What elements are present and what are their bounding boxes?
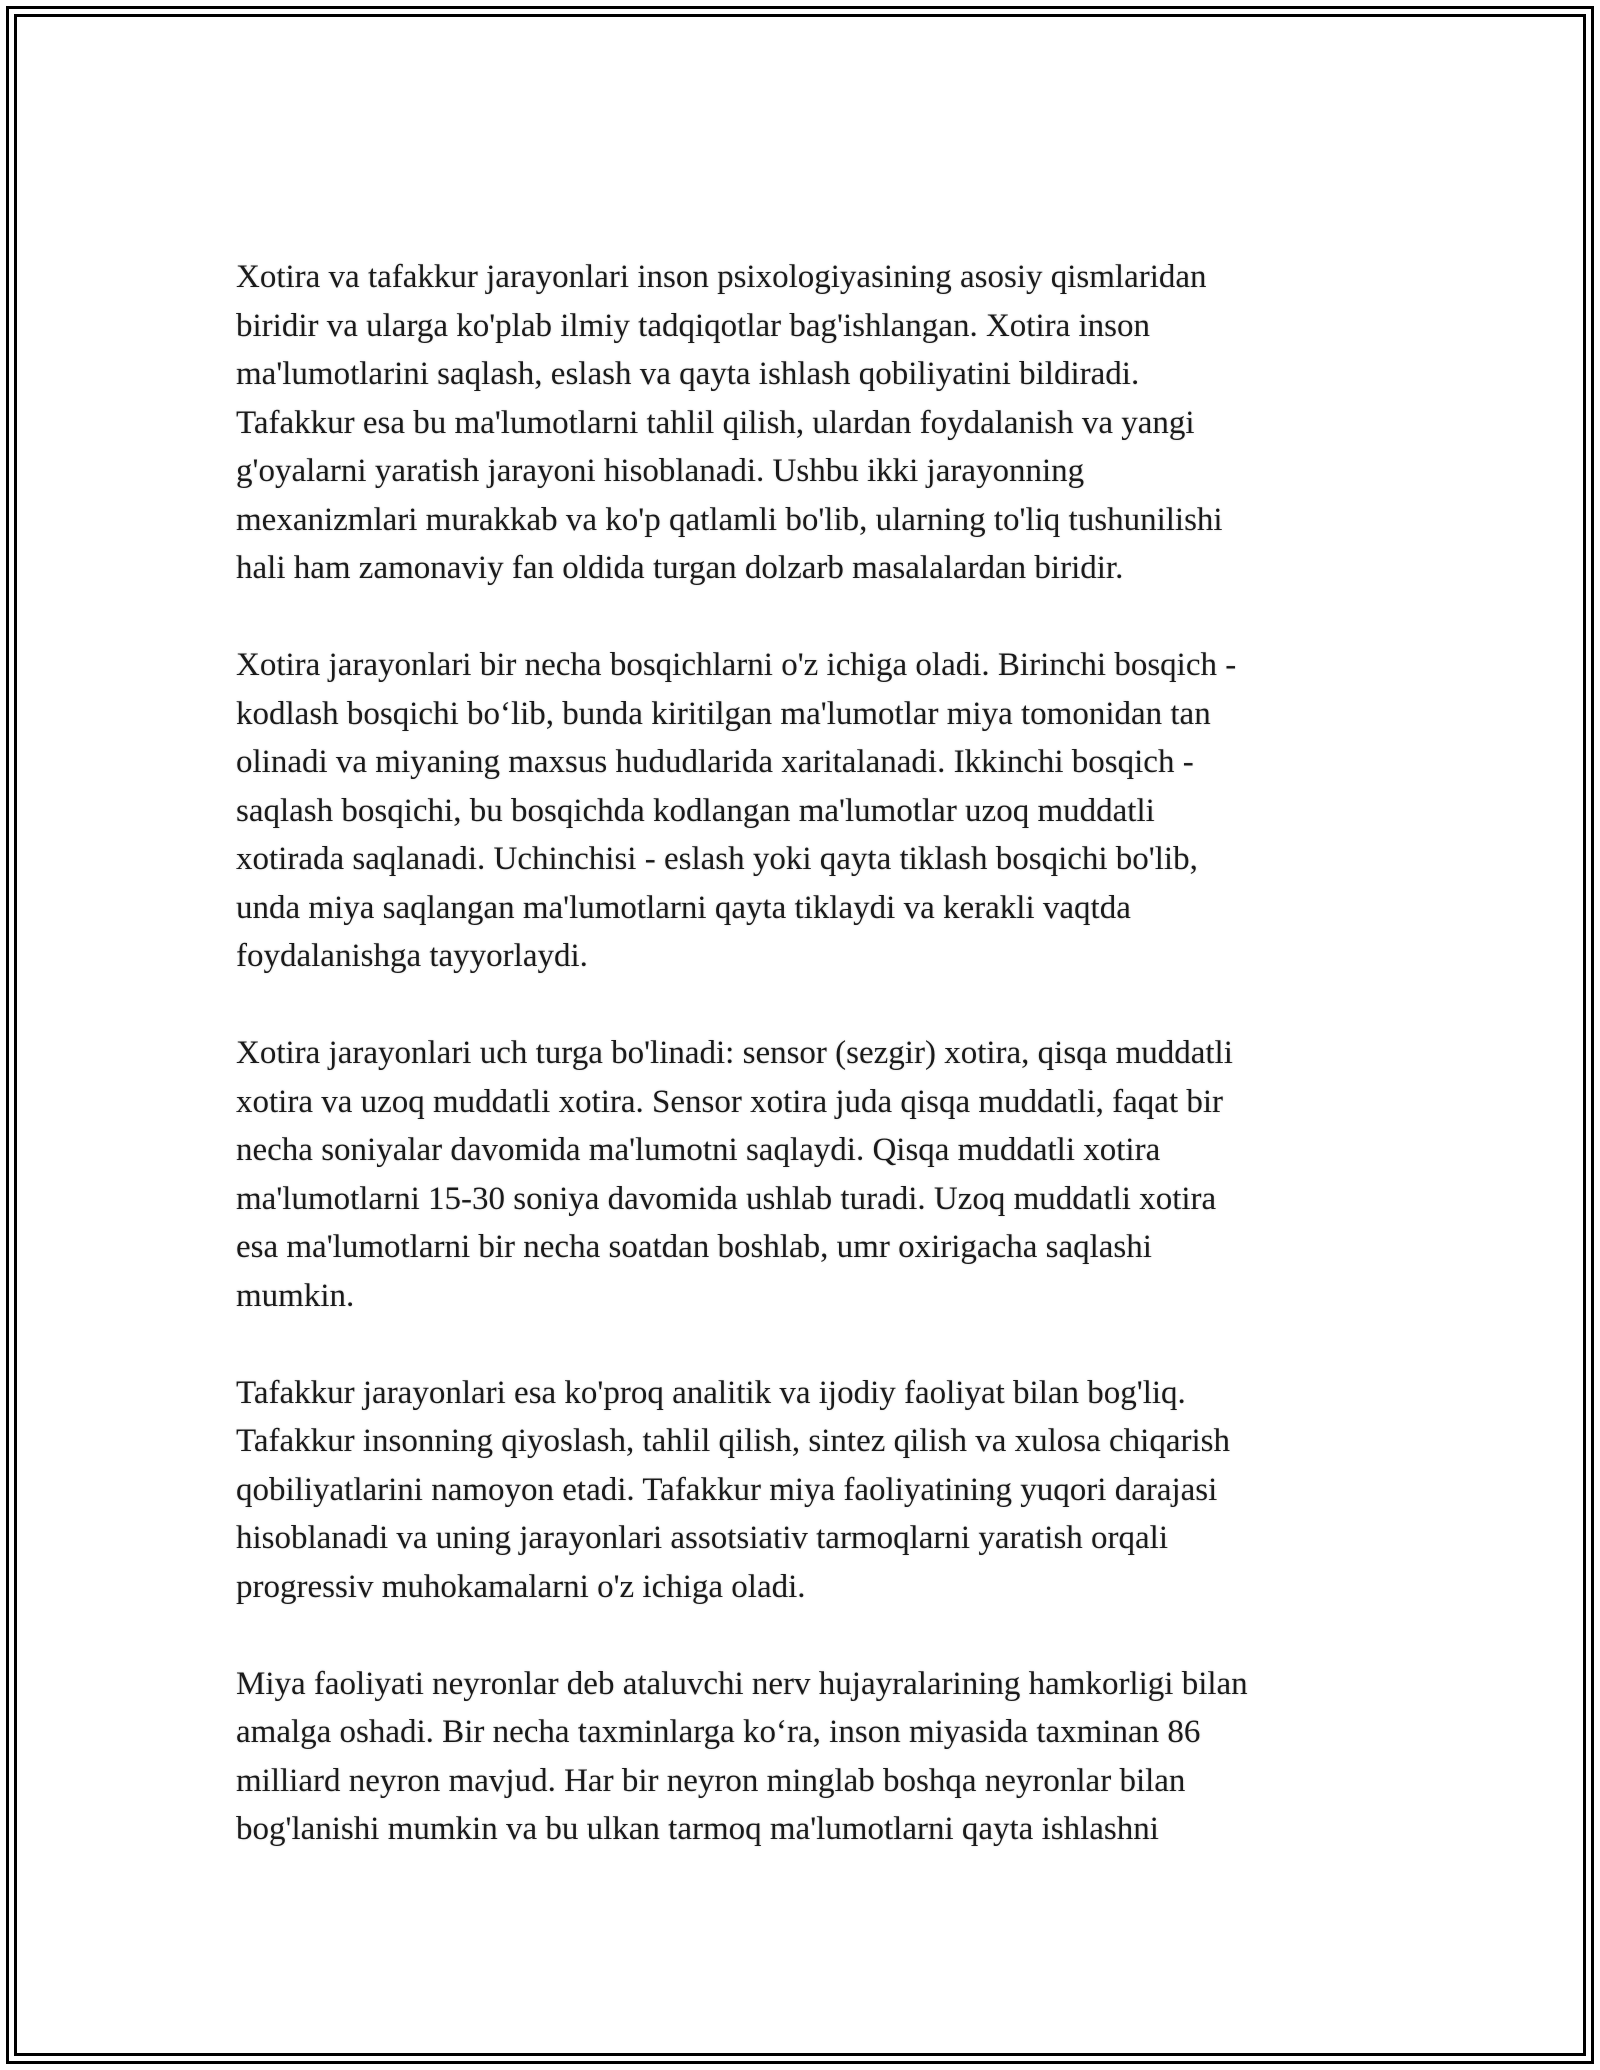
text-line: qobiliyatlarini namoyon etadi. Tafakkur miya faoliyatining yuqori darajasi: [236, 1471, 1218, 1508]
text-line: hisoblanadi va uning jarayonlari assotsiativ tarmoqlarni yaratish orqali: [236, 1520, 1169, 1556]
paragraph-3: [236, 1029, 1371, 1320]
text-line: Miya faoliyati neyronlar deb ataluvchi nerv hujayralarining hamkorligi bilan: [236, 1665, 1248, 1702]
paragraph-1: [236, 253, 1371, 593]
text-line: biridir va ularga ko'plab ilmiy tadqiqotlar bag'ishlangan. Xotira inson: [236, 307, 1151, 344]
text-line: ma'lumotlarni 15-30 soniya davomida ushlab turadi. Uzoq muddatli xotira: [236, 1180, 1217, 1217]
text-line: bog'lanishi mumkin va bu ulkan tarmoq ma'lumotlarni qayta ishlashni: [236, 1811, 1159, 1847]
text-line: Xotira jarayonlari uch turga bo'linadi: sensor (sezgir) xotira, qisqa muddatli: [236, 1035, 1233, 1071]
text-line: ma'lumotlarini saqlash, eslash va qayta ishlash qobiliyatini bildiradi.: [236, 356, 1140, 392]
text-line: mumkin.: [236, 1277, 355, 1314]
text-line: foydalanishga tayyorlaydi.: [236, 938, 588, 974]
text-line: xotirada saqlanadi. Uchinchisi - eslash yoki qayta tiklash bosqichi bo'lib,: [236, 841, 1198, 877]
paragraph-5: [236, 1660, 1371, 1854]
paragraph-2: [236, 641, 1371, 981]
text-line: g'oyalarni yaratish jarayoni hisoblanadi. Ushbu ikki jarayonning: [236, 453, 1085, 489]
text-line: saqlash bosqichi, bu bosqichda kodlangan ma'lumotlar uzoq muddatli: [236, 792, 1155, 829]
document-body: [236, 253, 1371, 1902]
text-line: xotira va uzoq muddatli xotira. Sensor xotira juda qisqa muddatli, faqat bir: [236, 1083, 1224, 1120]
text-line: Xotira va tafakkur jarayonlari inson psixologiyasining asosiy qismlaridan: [236, 259, 1207, 295]
text-line: kodlash bosqichi bo‘lib, bunda kiritilgan ma'lumotlar miya tomonidan tan: [236, 695, 1211, 732]
text-line: milliard neyron mavjud. Har bir neyron minglab boshqa neyronlar bilan: [236, 1762, 1186, 1799]
paragraph-4: [236, 1369, 1371, 1612]
text-line: progressiv muhokamalarni o'z ichiga oladi.: [236, 1568, 806, 1605]
text-line: amalga oshadi. Bir necha taxminlarga ko‘ra, inson miyasida taxminan 86: [236, 1714, 1201, 1750]
text-line: Xotira jarayonlari bir necha bosqichlarni o'z ichiga oladi. Birinchi bosqich -: [236, 647, 1237, 683]
text-line: Tafakkur esa bu ma'lumotlarni tahlil qilish, ulardan foydalanish va yangi: [236, 404, 1195, 441]
text-line: Tafakkur insonning qiyoslash, tahlil qilish, sintez qilish va xulosa chiqarish: [236, 1423, 1230, 1459]
text-line: necha soniyalar davomida ma'lumotni saqlaydi. Qisqa muddatli xotira: [236, 1132, 1161, 1168]
text-line: mexanizmlari murakkab va ko'p qatlamli bo'lib, ularning to'liq tushunilishi: [236, 501, 1223, 538]
text-line: unda miya saqlangan ma'lumotlarni qayta tiklaydi va kerakli vaqtda: [236, 889, 1131, 926]
text-line: olinadi va miyaning maxsus hududlarida xaritalanadi. Ikkinchi bosqich -: [236, 744, 1194, 780]
text-line: Tafakkur jarayonlari esa ko'proq analitik va ijodiy faoliyat bilan bog'liq.: [236, 1374, 1186, 1411]
text-line: hali ham zamonaviy fan oldida turgan dolzarb masalalardan biridir.: [236, 550, 1124, 586]
text-line: esa ma'lumotlarni bir necha soatdan boshlab, umr oxirigacha saqlashi: [236, 1229, 1152, 1265]
